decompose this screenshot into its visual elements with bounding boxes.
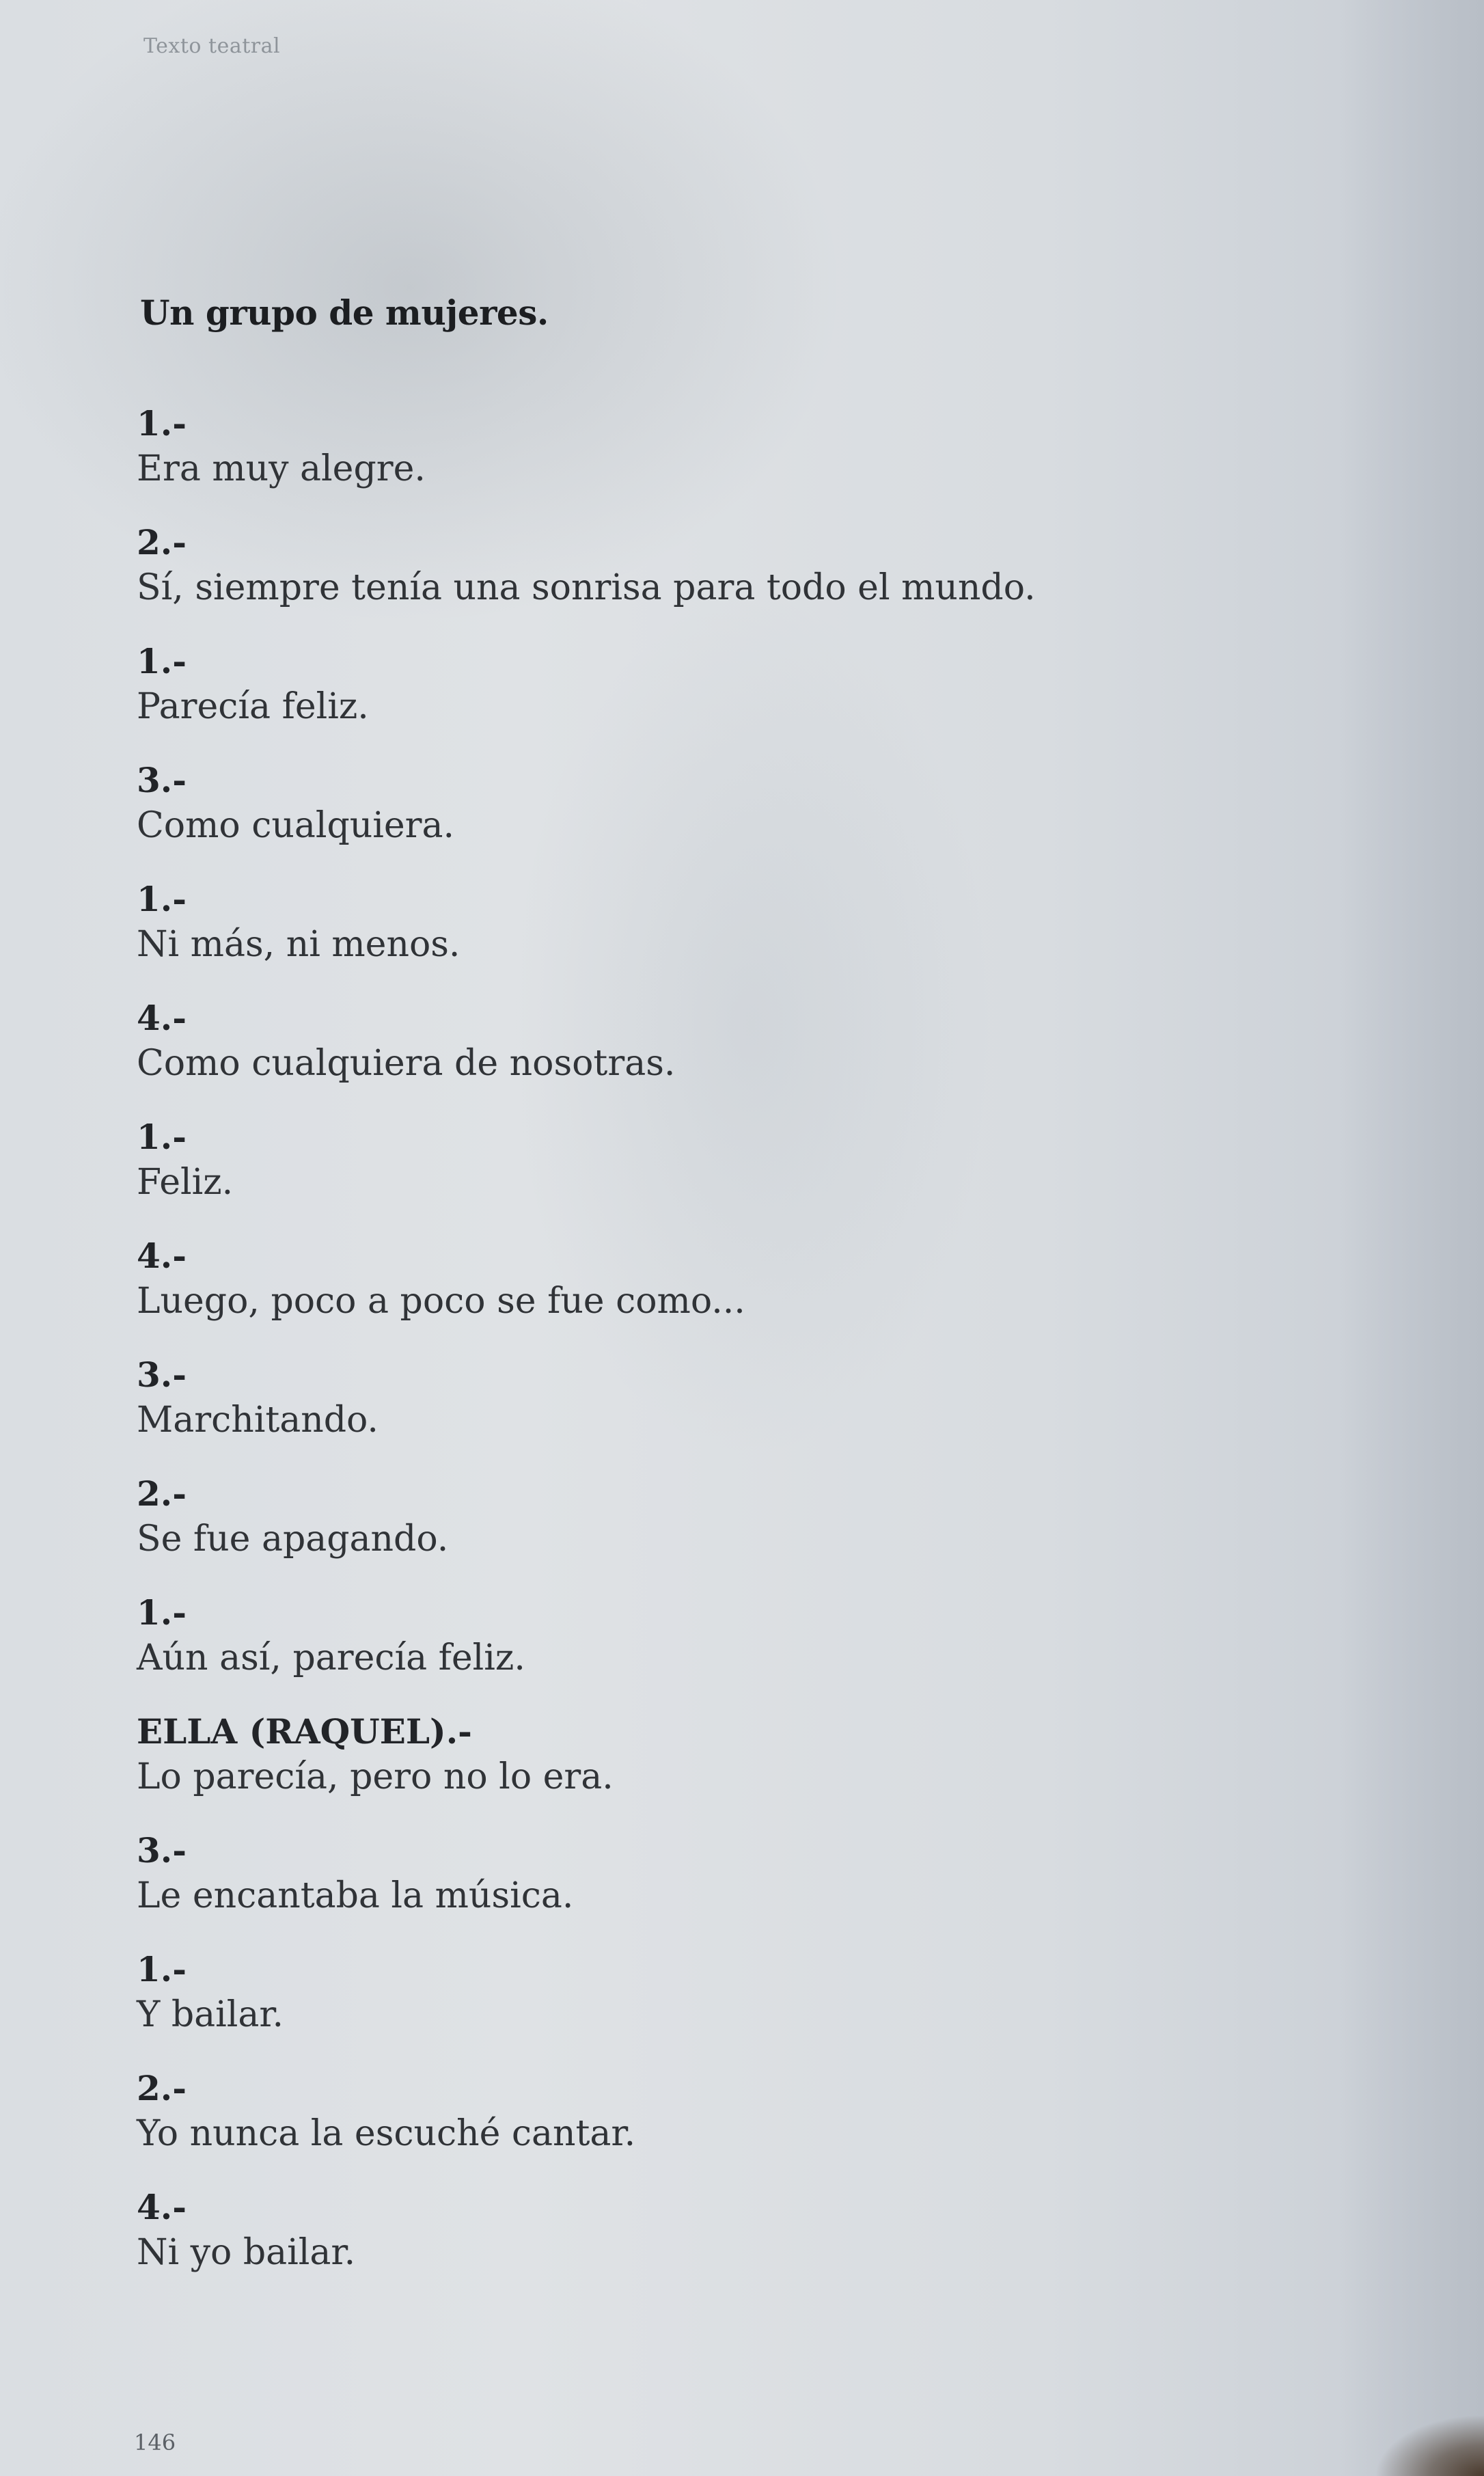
dialogue-entry	[137, 878, 1298, 968]
page-number: 146	[134, 2430, 176, 2455]
speaker-label: 3.-	[137, 1355, 187, 1395]
speaker-label: 3.-	[137, 760, 187, 800]
scene-heading: Un grupo de mujeres.	[140, 293, 549, 333]
speaker-label: 2.-	[137, 2068, 187, 2108]
speaker-label: 1.-	[137, 641, 187, 681]
dialogue-entry	[137, 521, 1298, 611]
dialogue-entry	[137, 1829, 1298, 1919]
dialogue-line: Feliz.	[137, 1162, 234, 1203]
dialogue-line: Sí, siempre tenía una sonrisa para todo el mundo.	[137, 567, 1036, 608]
dialogue-line: Luego, poco a poco se fue como...	[137, 1281, 745, 1322]
dialogue-entry	[137, 2186, 1298, 2276]
running-head: Texto teatral	[143, 34, 281, 58]
speaker-label: 1.-	[137, 403, 187, 444]
dialogue-entry	[137, 640, 1298, 730]
dialogue-line: Le encantaba la música.	[137, 1875, 574, 1916]
speaker-label: 4.-	[137, 1236, 187, 1276]
speaker-label: 4.-	[137, 2187, 187, 2227]
dialogue-line: Y bailar.	[137, 1994, 284, 2035]
dialogue-line: Ni yo bailar.	[137, 2232, 356, 2273]
speaker-label: 4.-	[137, 998, 187, 1038]
speaker-label: 1.-	[137, 1949, 187, 1989]
dialogue-line: Aún así, parecía feliz.	[137, 1637, 525, 1678]
dialogue-entry	[137, 1710, 1298, 1800]
dialogue-line: Como cualquiera.	[137, 805, 455, 846]
dialogue-list	[137, 402, 1298, 2304]
speaker-label: 2.-	[137, 1473, 187, 1514]
dialogue-entry	[137, 1234, 1298, 1324]
dialogue-entry	[137, 996, 1298, 1087]
corner-shadow	[1375, 2414, 1484, 2476]
dialogue-line: Marchitando.	[137, 1400, 379, 1441]
dialogue-entry	[137, 402, 1298, 492]
speaker-label: 1.-	[137, 879, 187, 919]
dialogue-entry	[137, 1115, 1298, 1206]
dialogue-entry	[137, 2067, 1298, 2157]
page-edge-shading	[1339, 0, 1484, 2476]
dialogue-entry	[137, 1353, 1298, 1443]
dialogue-line: Lo parecía, pero no lo era.	[137, 1756, 614, 1797]
speaker-label: 3.-	[137, 1830, 187, 1870]
dialogue-line: Era muy alegre.	[137, 448, 426, 489]
speaker-label: 2.-	[137, 522, 187, 562]
speaker-label: 1.-	[137, 1117, 187, 1157]
dialogue-entry	[137, 1591, 1298, 1681]
dialogue-line: Parecía feliz.	[137, 686, 369, 727]
dialogue-line: Yo nunca la escuché cantar.	[137, 2113, 636, 2154]
dialogue-entry	[137, 759, 1298, 849]
dialogue-line: Se fue apagando.	[137, 1519, 449, 1560]
dialogue-entry	[137, 1472, 1298, 1562]
speaker-label: ELLA (RAQUEL).-	[137, 1711, 472, 1752]
dialogue-entry	[137, 1948, 1298, 2038]
dialogue-line: Como cualquiera de nosotras.	[137, 1043, 676, 1084]
dialogue-line: Ni más, ni menos.	[137, 924, 461, 965]
speaker-label: 1.-	[137, 1592, 187, 1633]
